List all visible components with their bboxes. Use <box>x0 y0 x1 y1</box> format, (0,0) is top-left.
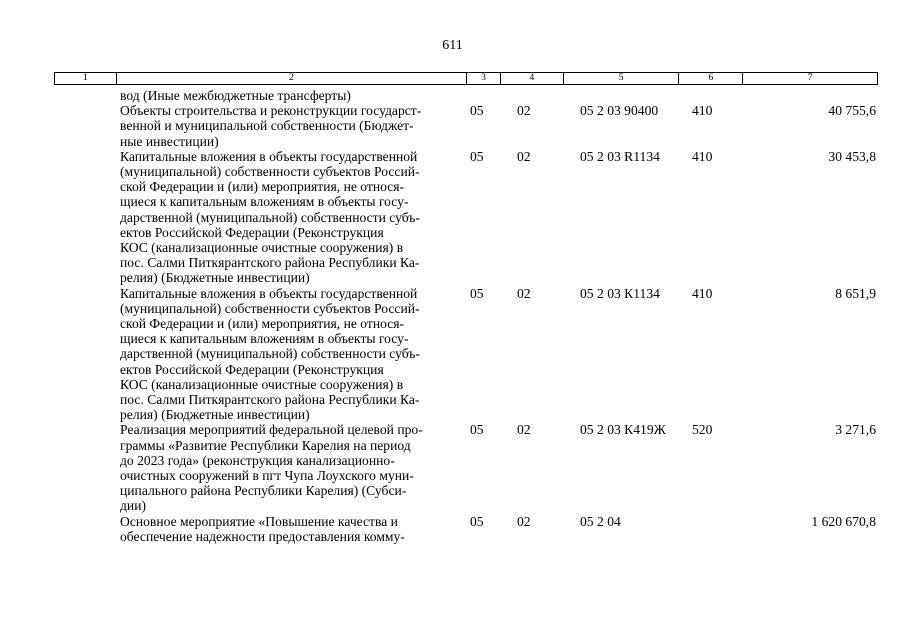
section-code: 05 <box>470 513 484 529</box>
section-code: 05 <box>470 422 484 438</box>
subsection-code: 02 <box>517 422 531 438</box>
table-row <box>0 286 905 423</box>
table-row <box>0 103 905 149</box>
subsection-code: 02 <box>517 285 531 301</box>
amount: 8 651,9 <box>835 285 876 301</box>
amount: 3 271,6 <box>835 422 876 438</box>
row-description: Основное мероприятие «Повышение качества и обеспечение надежности предоставления комму- <box>120 513 405 544</box>
section-code: 05 <box>470 285 484 301</box>
row-description: Капитальные вложения в объекты государственной (муниципальной) собственности субъектов Россий- ской Федерации и (или) мероприятия, не относя- щиеся к капитальным вложениям в объекты госу- дарственной (муниципальной) собственности субъ- ектов Российской Федерации (Реконструкция КОС (канализационные очистные сооружения) в пос. Салми Питкярантского района Республики Ка- релия) (Бюджетные инвестиции) <box>120 148 420 286</box>
column-header-5: 5 <box>563 73 679 84</box>
table-row <box>0 514 905 544</box>
target-article-code: 05 2 03 R1134 <box>580 148 660 164</box>
amount: 30 453,8 <box>828 148 876 164</box>
row-description: вод (Иные межбюджетные трансферты) <box>120 88 351 103</box>
target-article-code: 05 2 03 К1134 <box>580 285 660 301</box>
section-code: 05 <box>470 103 484 119</box>
amount: 1 620 670,8 <box>811 513 876 529</box>
target-article-code: 05 2 04 <box>580 513 621 529</box>
column-header-4: 4 <box>500 73 563 84</box>
column-header-1: 1 <box>83 73 88 83</box>
table-row <box>0 88 905 103</box>
table-header <box>54 72 878 85</box>
row-description: Капитальные вложения в объекты государственной (муниципальной) собственности субъектов Россий- ской Федерации и (или) мероприятия, не относя- щиеся к капитальным вложениям в объекты госу- дарственной (муниципальной) собственности субъ- ектов Российской Федерации (Реконструкция КОС (канализационные очистные сооружения) в пос. Салми Питкярантского района Республики Ка- релия) (Бюджетные инвестиции) <box>120 285 420 423</box>
column-header-3: 3 <box>466 73 500 84</box>
expense-type-code: 520 <box>692 422 713 438</box>
table-row <box>0 422 905 513</box>
expense-type-code: 410 <box>692 148 713 164</box>
column-header-6: 6 <box>678 73 742 84</box>
subsection-code: 02 <box>517 513 531 529</box>
section-code: 05 <box>470 148 484 164</box>
column-header-2: 2 <box>116 73 466 84</box>
table-row <box>0 149 905 286</box>
amount: 40 755,6 <box>828 103 876 119</box>
column-header-7: 7 <box>742 73 877 84</box>
expense-type-code: 410 <box>692 103 713 119</box>
subsection-code: 02 <box>517 148 531 164</box>
row-description: Реализация мероприятий федеральной целевой про- граммы «Развитие Республики Карелия на период до 2023 года» (реконструкция канализационно- очистных сооружений в пгт Чупа Лоухского муни- ципального района Республики Карелия) (Субси- дии) <box>120 422 423 514</box>
row-description: Объекты строительства и реконструкции государст- венной и муниципальной собственности (Бюджет- ные инвестиции) <box>120 103 422 149</box>
target-article-code: 05 2 03 90400 <box>580 103 659 119</box>
subsection-code: 02 <box>517 103 531 119</box>
table-body <box>0 88 905 544</box>
page-number: 611 <box>442 38 463 53</box>
expense-type-code: 410 <box>692 285 713 301</box>
target-article-code: 05 2 03 К419Ж <box>580 422 666 438</box>
